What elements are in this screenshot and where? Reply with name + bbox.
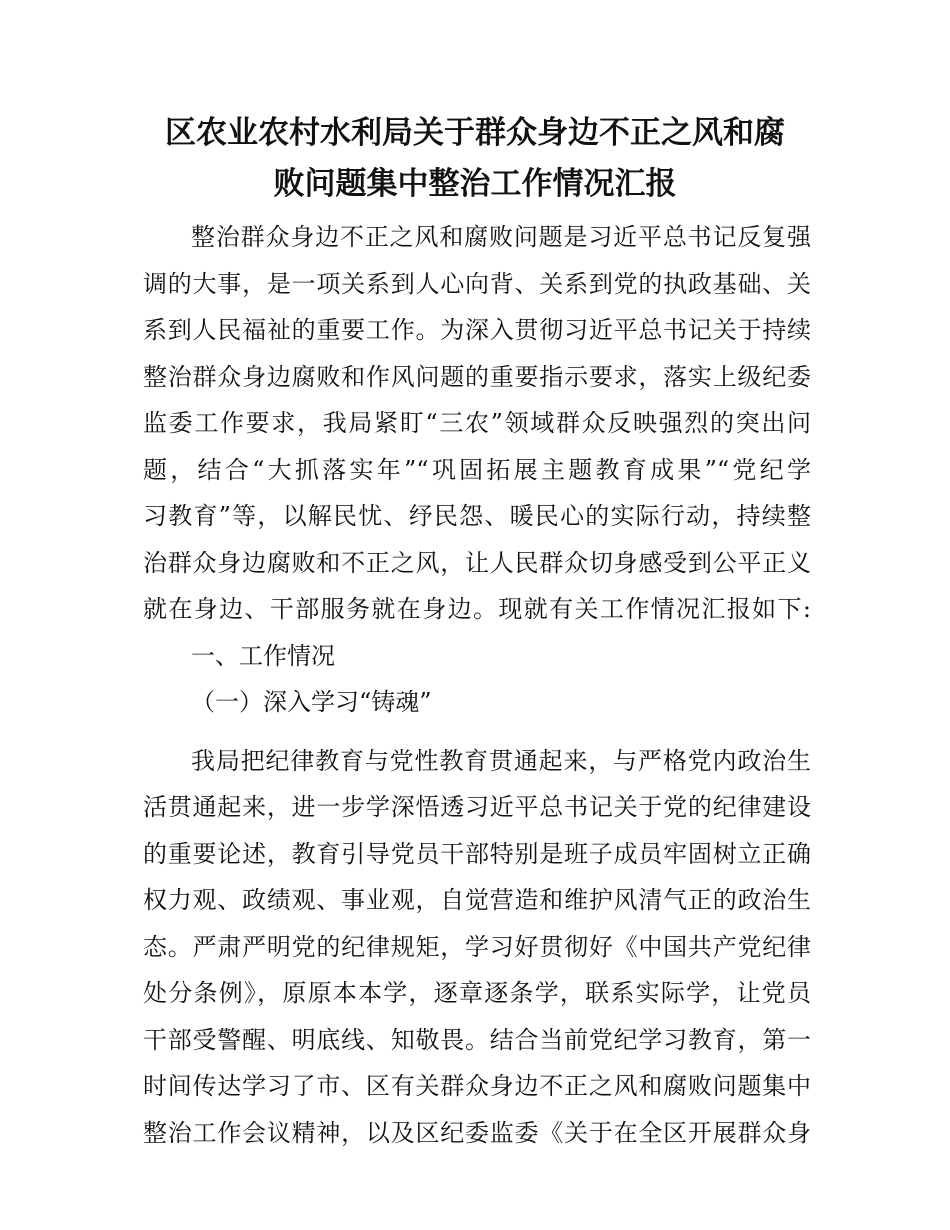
paragraph-line: 系到人民福祉的重要工作。为深入贯彻习近平总书记关于持续 xyxy=(143,316,811,344)
paragraph-line: 治群众身边腐败和不正之风，让人民群众切身感受到公平正义 xyxy=(143,548,811,577)
paragraph-line: 活贯通起来，进一步学深悟透习近平总书记关于党的纪律建设 xyxy=(143,793,811,821)
paragraph-line: 整治群众身边不正之风和腐败问题是习近平总书记反复强 xyxy=(191,223,811,251)
document-body xyxy=(143,214,811,1156)
paragraph-line: 处分条例》，原原本本学，逐章逐条学，联系实际学，让党员 xyxy=(143,979,811,1007)
title-line: 败问题集中整治工作情况汇报 xyxy=(273,166,677,202)
paragraph-line: 监委工作要求，我局紧盯“三农”领域群众反映强烈的突出问 xyxy=(143,409,811,437)
paragraph-line: 干部受警醒、明底线、知敬畏。结合当前党纪学习教育，第一 xyxy=(143,1025,811,1054)
paragraph-line: 题，结合“大抓落实年”“巩固拓展主题教育成果”“党纪学 xyxy=(143,455,811,484)
intro-paragraph xyxy=(143,214,811,633)
paragraph-line: 整治群众身边腐败和作风问题的重要指示要求，落实上级纪委 xyxy=(143,362,811,391)
paragraph-line: 的重要论述，教育引导党员干部特别是班子成员牢固树立正确 xyxy=(143,839,811,868)
paragraph-line: 整治工作会议精神，以及区纪委监委《关于在全区开展群众身 xyxy=(143,1118,811,1147)
paragraph-line: 就在身边、干部服务就在身边。现就有关工作情况汇报如下: xyxy=(143,595,811,623)
paragraph-line: 习教育”等，以解民忧、纾民怨、暖民心的实际行动，持续整 xyxy=(143,502,811,530)
paragraph-line: 态。严肃严明党的纪律规矩，学习好贯彻好《中国共产党纪律 xyxy=(143,932,811,961)
title-line: 区农业农村水利局关于群众身边不正之风和腐 xyxy=(165,115,785,151)
paragraph-line: 时间传达学习了市、区有关群众身边不正之风和腐败问题集中 xyxy=(143,1072,811,1100)
paragraph-line: 我局把纪律教育与党性教育贯通起来，与严格党内政治生 xyxy=(191,746,811,775)
paragraph-spacing xyxy=(143,726,811,738)
paragraph-line: 调的大事，是一项关系到人心向背、关系到党的执政基础、关 xyxy=(143,269,811,298)
subsection-heading: （一）深入学习“铸魂” xyxy=(191,688,432,716)
section-heading: 一、工作情况 xyxy=(191,641,335,670)
body-paragraph xyxy=(143,738,811,1157)
document-title xyxy=(140,108,810,210)
paragraph-line: 权力观、政绩观、事业观，自觉营造和维护风清气正的政治生 xyxy=(143,886,811,914)
